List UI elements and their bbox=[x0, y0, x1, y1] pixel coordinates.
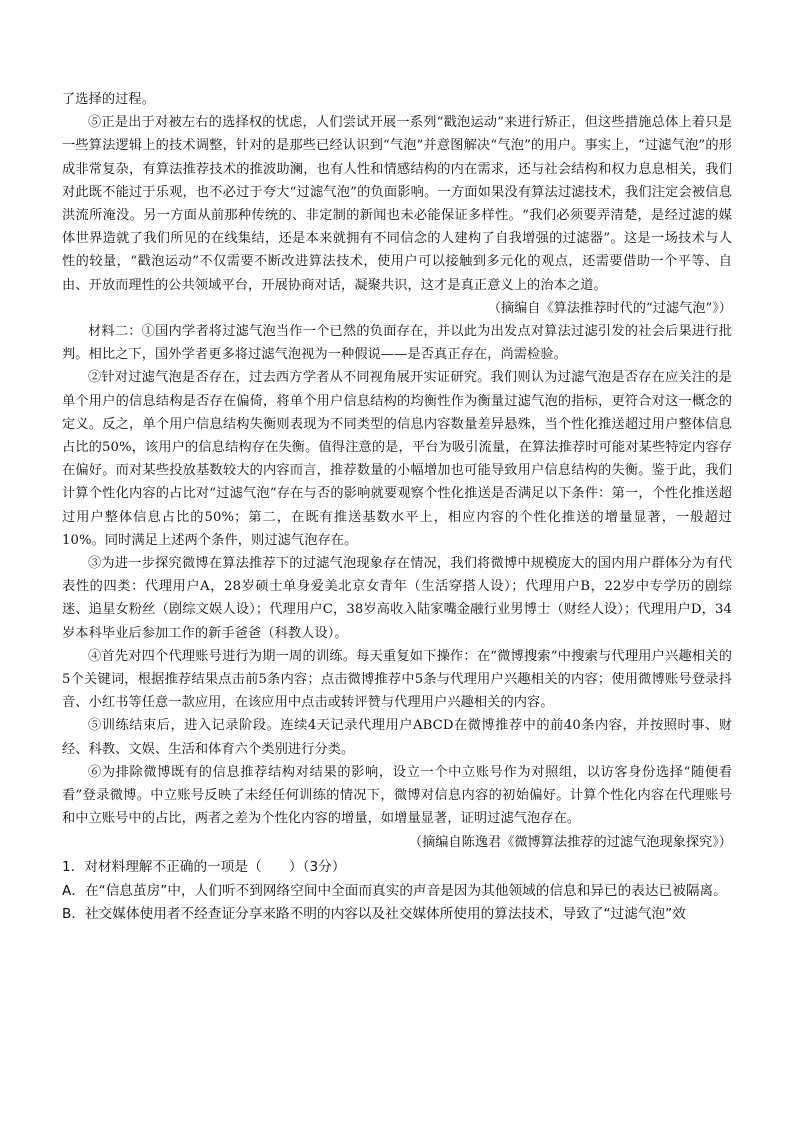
material2-source: （摘编自陈逸君《微博算法推荐的过滤气泡现象探究》） bbox=[408, 834, 732, 850]
question-1-option-a: A．在“信息茧房”中，人们听不到网络空间中全面而真实的声音是因为其他领域的信息和异已的表达已被隔离。 bbox=[62, 882, 727, 899]
material1-source: （摘编自《算法推荐时代的“过滤气泡”》） bbox=[487, 300, 732, 316]
document-page bbox=[62, 88, 732, 927]
question-1-option-b: B．社交媒体使用者不经查证分享来路不明的内容以及社交媒体所使用的算法技术，导致了“过滤气泡”效 bbox=[62, 906, 686, 923]
material2-paragraph-5: ⑤训练结束后，进入记录阶段。连续4天记录代理用户ABCD在微博推荐中的前40条内容，并按照时事、财经、科教、文娱、生活和体育六个类别进行分类。 bbox=[62, 718, 732, 757]
material2-paragraph-1: 材料二：①国内学者将过滤气泡当作一个已然的负面存在，并以此为出发点对算法过滤引发的社会后果进行批判。相比之下，国外学者更多将过滤气泡视为一种假说——是否真正存在，尚需检验。 bbox=[62, 324, 732, 363]
material2-paragraph-6: ⑥为排除微博既有的信息推荐结构对结果的影响，设立一个中立账号作为对照组，以访客身份选择“随便看看”登录微博。中立账号反映了未经任何训练的情况下，微博对信息内容的初始偏好。计算个性化内容在代理账号和中立账号中的占比，两者之差为个性化内容的增量，如增量显著，证明过滤气泡存在。 bbox=[62, 764, 732, 827]
question-1-stem: 1．对材料理解不正确的一项是（ ）（3分） bbox=[62, 858, 346, 875]
material1-lead-line: 了选择的过程。 bbox=[62, 92, 156, 107]
material2-paragraph-4: ④首先对四个代理账号进行为期一周的训练。每天重复如下操作：在“微博搜索”中搜索与代理用户兴趣相关的5个关键词，根据推荐结果点击前5条内容；点击微博推荐中5条与代理用户兴趣相关的内容；使用微博账号登录抖音、小红书等任意一款应用，在该应用中点击或转评赞与代理用户兴趣相关的内容。 bbox=[62, 648, 732, 711]
material2-paragraph-3: ③为进一步探究微博在算法推荐下的过滤气泡现象存在情况，我们将微博中规模庞大的国内用户群体分为有代表性的四类：代理用户A，28岁硕士单身爱美北京女青年（生活穿搭人设）；代理用户B，22岁中专学历的剧综迷、追星女粉丝（剧综文娱人设）；代理用户C，38岁高收入陆家嘴金融行业男博士（财经人设）；代理用户D，34岁本科毕业后参加工作的新手爸爸（科教人设）。 bbox=[62, 556, 732, 641]
material1-paragraph-5: ⑤正是出于对被左右的选择权的忧虑，人们尝试开展一系列“戳泡运动”来进行矫正，但这些措施总体上着只是一些算法逻辑上的技术调整，针对的是那些已经认识到“气泡”并意图解决“气泡”的用户。事实上，“过滤气泡”的形成非常复杂，有算法推荐技术的推波助澜，也有人性和情感结构的内在需求，还与社会结构和权力息息相关，我们对此既不能过于乐观，也不必过于夸大“过滤气泡”的负面影响。一方面如果没有算法过滤技术，我们注定会被信息洪流所淹没。另一方面从前那种传统的、非定制的新闻也未必能保证多样性。“我们必须要弄清楚，是经过滤的媒体世界造就了我们所见的在线集结，还是本来就拥有不同信念的人建构了自我增强的过滤器”。这是一场技术与人性的较量，“戳泡运动”不仅需要不断改进算法技术，使用户可以接触到多元化的观点，还需要借助一个平等、自由、开放而理性的公共领域平台，开展协商对话，凝聚共识，这才是真正意义上的治本之道。 bbox=[62, 115, 732, 293]
material2-paragraph-2: ②针对过滤气泡是否存在，过去西方学者从不同视角展开实证研究。我们则认为过滤气泡是否存在应关注的是单个用户的信息结构是否存在偏倚，将单个用户信息结构的均衡性作为衡量过滤气泡的指标，更符合对这一概念的定义。反之，单个用户信息结构失衡则表现为不同类型的信息内容数量差异悬殊，当个性化推送超过用户整体信息占比的50%，该用户的信息结构存在失衡。值得注意的是，平台为吸引流量，在算法推荐时可能对某些特定内容存在偏好。而对某些投放基数较大的内容而言，推荐数量的小幅增加也可能导致用户信息结构的失衡。鉴于此，我们计算个性化内容的占比对“过滤气泡”存在与否的影响就要观察个性化推送是否满足以下条件：第一，个性化推送超过用户整体信息占比的50%；第二，在既有推送基数水平上，相应内容的个性化推送的增量显著，一般超过10%。同时满足上述两个条件，则过滤气泡存在。 bbox=[62, 370, 732, 548]
